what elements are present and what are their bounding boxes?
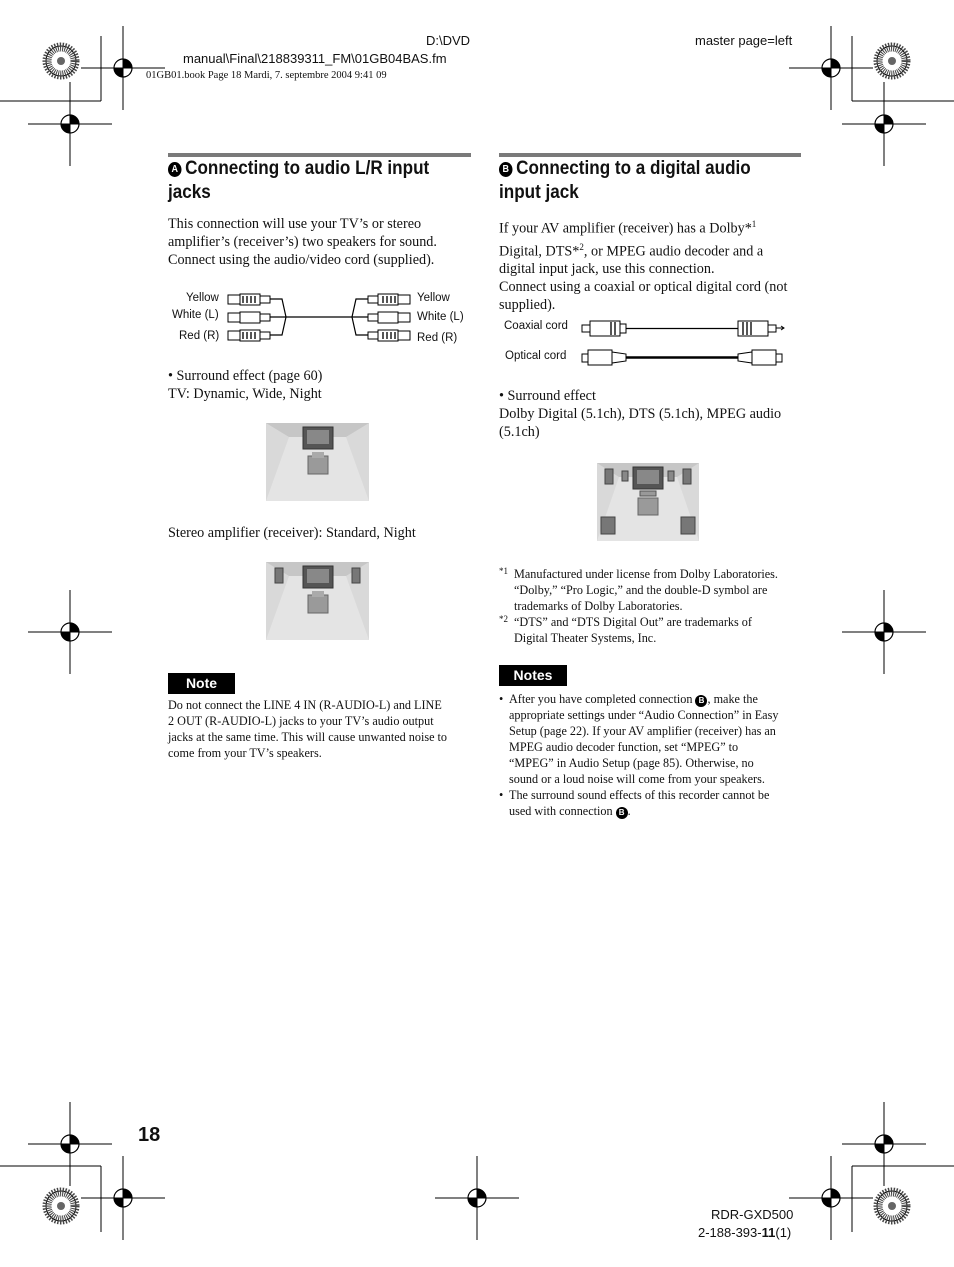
av-cord-diagram: [168, 288, 478, 350]
section-b-badge: B: [499, 162, 513, 177]
notes-item-1-line2: appropriate settings under “Audio Connection” in Easy: [509, 708, 779, 722]
footnote-ref-1: 1: [751, 219, 757, 229]
section-b-intro-line4: Connect using a coaxial or optical digital cord (not: [499, 279, 788, 296]
notes-item-2: [499, 787, 809, 819]
footnote-1: [499, 566, 809, 614]
notes-item-1-line3: Setup (page 22). If your AV amplifier (receiver) has an: [509, 724, 776, 738]
section-a-badge: A: [168, 162, 182, 177]
notes-item-2-line2-text-b: .: [627, 804, 631, 818]
bullet-icon: •: [499, 692, 504, 706]
footnote-1-line3: trademarks of Dolby Laboratories.: [514, 599, 683, 613]
footer-code-bold: 11: [761, 1225, 776, 1240]
header-path-line2: manual\Final\218839311_FM\01GB04BAS.fm: [183, 51, 447, 66]
note-label: Note: [168, 673, 235, 694]
connection-b-badge: B: [695, 695, 707, 707]
notes-item-1-line1-text-a: After you have completed connection: [509, 692, 693, 706]
section-a-intro: [168, 215, 478, 269]
stereo-surround-illustration: [266, 562, 369, 640]
footer-code-prefix: 2-188-393-: [698, 1225, 762, 1240]
coaxial-cord-label: Coaxial cord: [504, 320, 568, 332]
section-b-heading: [499, 157, 796, 205]
footnote-1-mark: *1: [499, 566, 508, 576]
section-a-heading-line2: jacks: [168, 182, 211, 203]
section-b-intro-line2: [499, 238, 809, 261]
section-a-note-line1: Do not connect the LINE 4 IN (R-AUDIO-L) and LINE: [168, 698, 442, 712]
section-b-heading-line1: Connecting to a digital audio: [516, 158, 751, 179]
av-left-label-white: White (L): [172, 309, 219, 321]
tv-surround-illustration: [266, 423, 369, 501]
footer-code: [698, 1225, 791, 1240]
header-master-page: master page=left: [695, 33, 793, 48]
notes-item-1-line6: sound or a loud noise will come from your speakers.: [509, 772, 765, 786]
notes-item-2-line2-text-a: used with connection: [509, 804, 613, 818]
section-a-stereo-text: Stereo amplifier (receiver): Standard, Night: [168, 525, 416, 541]
section-a-note: [168, 697, 478, 761]
av-cord-drawing: [224, 288, 414, 350]
section-a-note-line2: 2 OUT (R-AUDIO-L) jacks to your TV’s audio output: [168, 714, 434, 728]
section-a-heading-line1: Connecting to audio L/R input: [185, 158, 430, 179]
section-a-intro-line3: Connect using the audio/video cord (supplied).: [168, 252, 435, 268]
section-b-intro-line1-text: If your AV amplifier (receiver) has a Dolby*: [499, 220, 752, 237]
section-b-intro-line2-text-b: , or MPEG audio decoder and a: [583, 243, 764, 260]
notes-label: Notes: [499, 665, 567, 686]
section-b-surround-line1: • Surround effect: [499, 388, 596, 404]
section-a-intro-line2: amplifier’s (receiver’s) two speakers for sound.: [168, 234, 437, 250]
section-b-surround-line3: (5.1ch): [499, 424, 540, 440]
bullet-icon: •: [499, 788, 504, 802]
footer-code-suffix: (1): [775, 1225, 792, 1240]
section-a-intro-line1: This connection will use your TV’s or stereo: [168, 216, 422, 232]
section-a-surround-line2: TV: Dynamic, Wide, Night: [168, 386, 322, 402]
connection-b-badge: B: [616, 807, 628, 819]
header-path-line1: D:\DVD: [426, 33, 471, 48]
footnote-2: [499, 614, 809, 646]
page-number: 18: [138, 1124, 161, 1146]
digital-cord-drawing: [580, 318, 786, 368]
optical-cord-label: Optical cord: [505, 350, 567, 362]
section-a-heading: [168, 157, 465, 205]
footnotes: [499, 566, 809, 646]
av-right-label-white: White (L): [417, 311, 464, 323]
av-right-label-yellow: Yellow: [417, 292, 450, 304]
footnote-1-line2: “Dolby,” “Pro Logic,” and the double-D symbol are: [514, 583, 768, 597]
section-b-intro-line1: [499, 215, 809, 238]
footnote-ref-2: 2: [579, 241, 584, 252]
section-a-note-line3: jacks at the same time. This will cause unwanted noise to: [168, 730, 448, 744]
section-a-surround-line1: • Surround effect (page 60): [168, 368, 323, 384]
notes-item-2-line2: [509, 803, 809, 819]
section-b-intro-line5: supplied).: [499, 297, 556, 314]
footer-model: RDR-GXD500: [711, 1207, 794, 1222]
section-b-intro-line2-text-a: Digital, DTS*: [499, 243, 580, 260]
av-right-label-red: Red (R): [417, 332, 458, 344]
section-b-notes: [499, 691, 809, 819]
section-b-intro: [499, 215, 809, 314]
section-b-intro-line3: digital input jack, use this connection.: [499, 261, 715, 278]
av-left-label-yellow: Yellow: [186, 292, 219, 304]
surround-5-1-illustration: [597, 463, 699, 541]
section-b-surround-line2: Dolby Digital (5.1ch), DTS (5.1ch), MPEG audio: [499, 406, 782, 422]
section-a-note-line4: come from your TV’s speakers.: [168, 746, 322, 760]
footnote-1-line1: Manufactured under license from Dolby Laboratories.: [514, 567, 778, 581]
notes-item-1-line1: [509, 691, 809, 707]
notes-item-1-line5: “MPEG” in Audio Setup (page 85). Otherwise, no: [509, 756, 754, 770]
section-b-surround: [499, 387, 809, 441]
av-left-label-red: Red (R): [179, 330, 220, 342]
section-b-heading-line2: input jack: [499, 182, 579, 203]
notes-item-1-line4: MPEG audio decoder function, set “MPEG” to: [509, 740, 739, 754]
notes-item-1-line1-text-b: , make the: [707, 692, 758, 706]
notes-item-1: [499, 691, 809, 787]
footnote-2-mark: *2: [499, 614, 508, 624]
footnote-2-line1: “DTS” and “DTS Digital Out” are trademarks of: [514, 615, 752, 629]
notes-item-2-line1: The surround sound effects of this recorder cannot be: [509, 788, 770, 802]
section-a-surround: [168, 367, 478, 403]
header-book-info: 01GB01.book Page 18 Mardi, 7. septembre 2004 9:41 09: [146, 70, 387, 81]
footnote-2-line2: Digital Theater Systems, Inc.: [514, 631, 657, 645]
